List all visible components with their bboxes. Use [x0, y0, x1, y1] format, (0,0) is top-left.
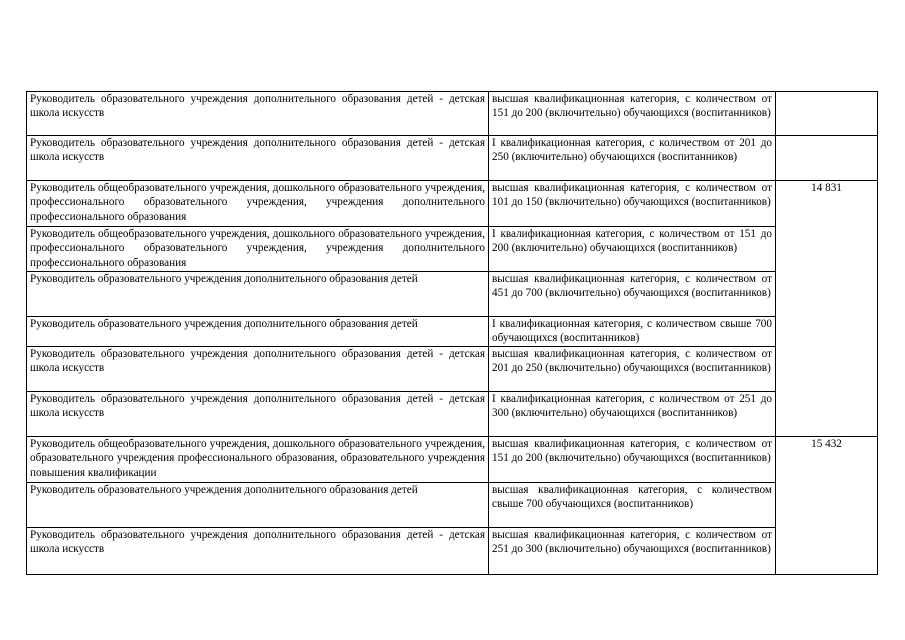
- salary-table: [26, 91, 878, 575]
- salary-cell: [776, 92, 878, 136]
- table-row: [27, 136, 878, 181]
- position-cell: Руководитель образовательного учреждения дополнительного образования детей - детская школа искусств: [27, 528, 489, 575]
- position-cell: Руководитель образовательного учреждения дополнительного образования детей - детская школа искусств: [27, 392, 489, 437]
- position-cell: Руководитель образовательного учреждения дополнительного образования детей - детская школа искусств: [27, 136, 489, 181]
- category-cell: I квалификационная категория, с количеством от 251 до 300 (включительно) обучающихся (воспитанников): [489, 392, 776, 437]
- table-row: [27, 92, 878, 136]
- category-cell: высшая квалификационная категория, с количеством от 451 до 700 (включительно) обучающихся (воспитанников): [489, 272, 776, 317]
- position-cell: Руководитель общеобразовательного учреждения, дошкольного образовательного учреждения, образовательного учреждения профессионального образования, образовательного учреждения повышения квалификации: [27, 437, 489, 483]
- category-cell: высшая квалификационная категория, с количеством свыше 700 обучающихся (воспитанников): [489, 483, 776, 528]
- table-row: [27, 227, 878, 272]
- table-row: [27, 437, 878, 483]
- salary-cell: 15 432: [776, 437, 878, 575]
- category-cell: высшая квалификационная категория, с количеством от 251 до 300 (включительно) обучающихся (воспитанников): [489, 528, 776, 575]
- table-row: [27, 181, 878, 227]
- position-cell: Руководитель образовательного учреждения дополнительного образования детей: [27, 272, 489, 317]
- position-cell: Руководитель образовательного учреждения дополнительного образования детей - детская школа искусств: [27, 347, 489, 392]
- category-cell: I квалификационная категория, с количеством от 151 до 200 (включительно) обучающихся (воспитанников): [489, 227, 776, 272]
- position-cell: Руководитель образовательного учреждения дополнительного образования детей: [27, 483, 489, 528]
- position-cell: Руководитель общеобразовательного учреждения, дошкольного образовательного учреждения, профессионального образовательного учреждения, учреждения дополнительного профессионального образования: [27, 181, 489, 227]
- category-cell: высшая квалификационная категория, с количеством от 201 до 250 (включительно) обучающихся (воспитанников): [489, 347, 776, 392]
- table-row: [27, 392, 878, 437]
- table-row: [27, 317, 878, 347]
- category-cell: высшая квалификационная категория, с количеством от 151 до 200 (включительно) обучающихся (воспитанников): [489, 437, 776, 483]
- position-cell: Руководитель образовательного учреждения дополнительного образования детей - детская школа искусств: [27, 92, 489, 136]
- category-cell: высшая квалификационная категория, с количеством от 101 до 150 (включительно) обучающихся (воспитанников): [489, 181, 776, 227]
- table-row: [27, 483, 878, 528]
- position-cell: Руководитель образовательного учреждения дополнительного образования детей: [27, 317, 489, 347]
- table-row: [27, 272, 878, 317]
- salary-cell: [776, 136, 878, 181]
- salary-cell: 14 831: [776, 181, 878, 437]
- table-row: [27, 347, 878, 392]
- category-cell: I квалификационная категория, с количеством от 201 до 250 (включительно) обучающихся (воспитанников): [489, 136, 776, 181]
- table-row: [27, 528, 878, 575]
- category-cell: высшая квалификационная категория, с количеством от 151 до 200 (включительно) обучающихся (воспитанников): [489, 92, 776, 136]
- category-cell: I квалификационная категория, с количеством свыше 700 обучающихся (воспитанников): [489, 317, 776, 347]
- position-cell: Руководитель общеобразовательного учреждения, дошкольного образовательного учреждения, профессионального образовательного учреждения, учреждения дополнительного профессионального образования: [27, 227, 489, 272]
